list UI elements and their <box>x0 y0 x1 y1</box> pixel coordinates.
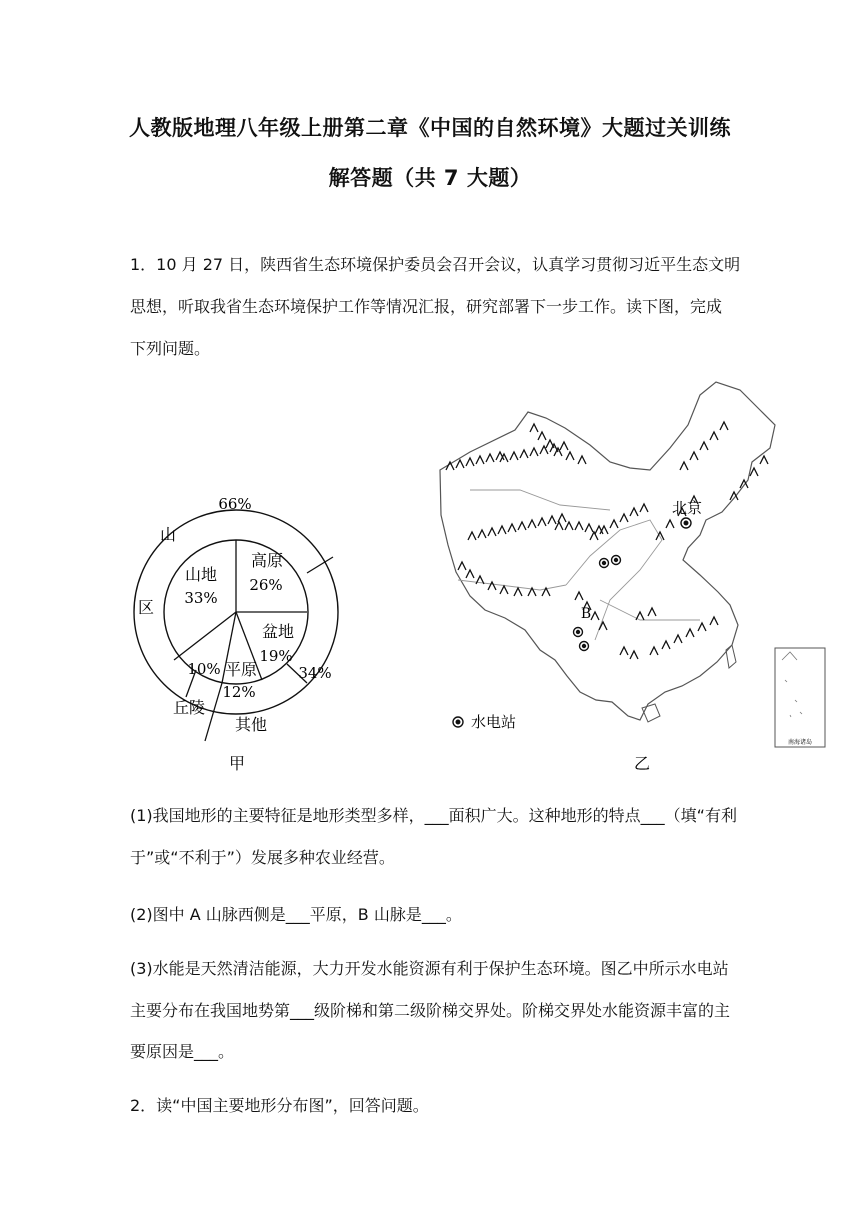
china-inner-boundary <box>458 490 703 640</box>
china-outline <box>440 382 775 720</box>
legend-label: 水电站 <box>471 713 517 731</box>
sub-question-1-line1: (1)我国地形的主要特征是地形类型多样，___面积广大。这种地形的特点___（填“有利 <box>130 806 737 825</box>
question2-text: 2．读“中国主要地形分布图”，回答问题。 <box>130 1096 429 1115</box>
beijing-label: 北京 <box>671 499 703 517</box>
slice-name-pingyuan: 平原 <box>224 660 258 679</box>
slice-value-pingyuan: 12% <box>222 683 256 701</box>
mountain-b-label: B <box>580 606 592 622</box>
outer-label-qu: 区 <box>137 598 155 617</box>
outer-pct-34: 34% <box>298 664 332 682</box>
document-title: 人教版地理八年级上册第二章《中国的自然环境》大题过关训练 <box>129 116 731 140</box>
outer-label-shan: 山 <box>159 525 177 544</box>
hainan-island <box>642 704 660 722</box>
outer-label-qiuling: 丘陵 <box>172 698 206 717</box>
beijing-marker <box>681 518 691 528</box>
sub-question-2: (2)图中 A 山脉西侧是___平原，B 山脉是___。 <box>130 905 462 924</box>
legend-hydropower-symbol <box>453 717 463 727</box>
question1-intro-line2: 思想，听取我省生态环境保护工作等情况汇报，研究部署下一步工作。读下图，完成 <box>130 297 723 316</box>
mountain-ranges <box>446 422 768 659</box>
inset-label: 南海诸岛 <box>787 739 813 746</box>
question1-intro-line1: 1．10 月 27 日，陕西省生态环境保护委员会召开会议，认真学习贯彻习近平生态文明 <box>130 255 741 274</box>
sub-question-3-line2: 主要分布在我国地势第___级阶梯和第二级阶梯交界处。阶梯交界处水能资源丰富的主 <box>130 1001 731 1020</box>
slice-name-gaoyuan: 高原 <box>250 551 284 570</box>
document-subtitle: 解答题（共 7 大题） <box>328 166 532 190</box>
sub-question-3-line3: 要原因是___。 <box>130 1042 235 1061</box>
china-map-figure <box>434 376 830 776</box>
sub-question-1-line2: 于”或“不利于”）发展多种农业经营。 <box>130 848 395 867</box>
figure-label-yi: 乙 <box>633 754 651 773</box>
slice-name-shandi: 山地 <box>184 565 218 584</box>
figure-label-jia: 甲 <box>228 754 246 773</box>
terrain-pie-figure <box>128 478 343 778</box>
slice-value-qiuling: 10% <box>187 660 221 678</box>
hydropower-markers <box>574 556 621 651</box>
outer-pct-66: 66% <box>218 495 252 513</box>
slice-value-gaoyuan: 26% <box>249 576 283 594</box>
slice-name-pendi: 盆地 <box>261 622 295 641</box>
slice-value-shandi: 33% <box>184 589 218 607</box>
sub-question-3-line1: (3)水能是天然清洁能源，大力开发水能资源有利于保护生态环境。图乙中所示水电站 <box>130 959 729 978</box>
slice-value-pendi: 19% <box>259 647 293 665</box>
question1-intro-line3: 下列问题。 <box>130 339 211 358</box>
outer-label-qita: 其他 <box>234 715 268 734</box>
south-china-sea-inset <box>775 648 825 747</box>
taiwan-island <box>726 645 736 668</box>
